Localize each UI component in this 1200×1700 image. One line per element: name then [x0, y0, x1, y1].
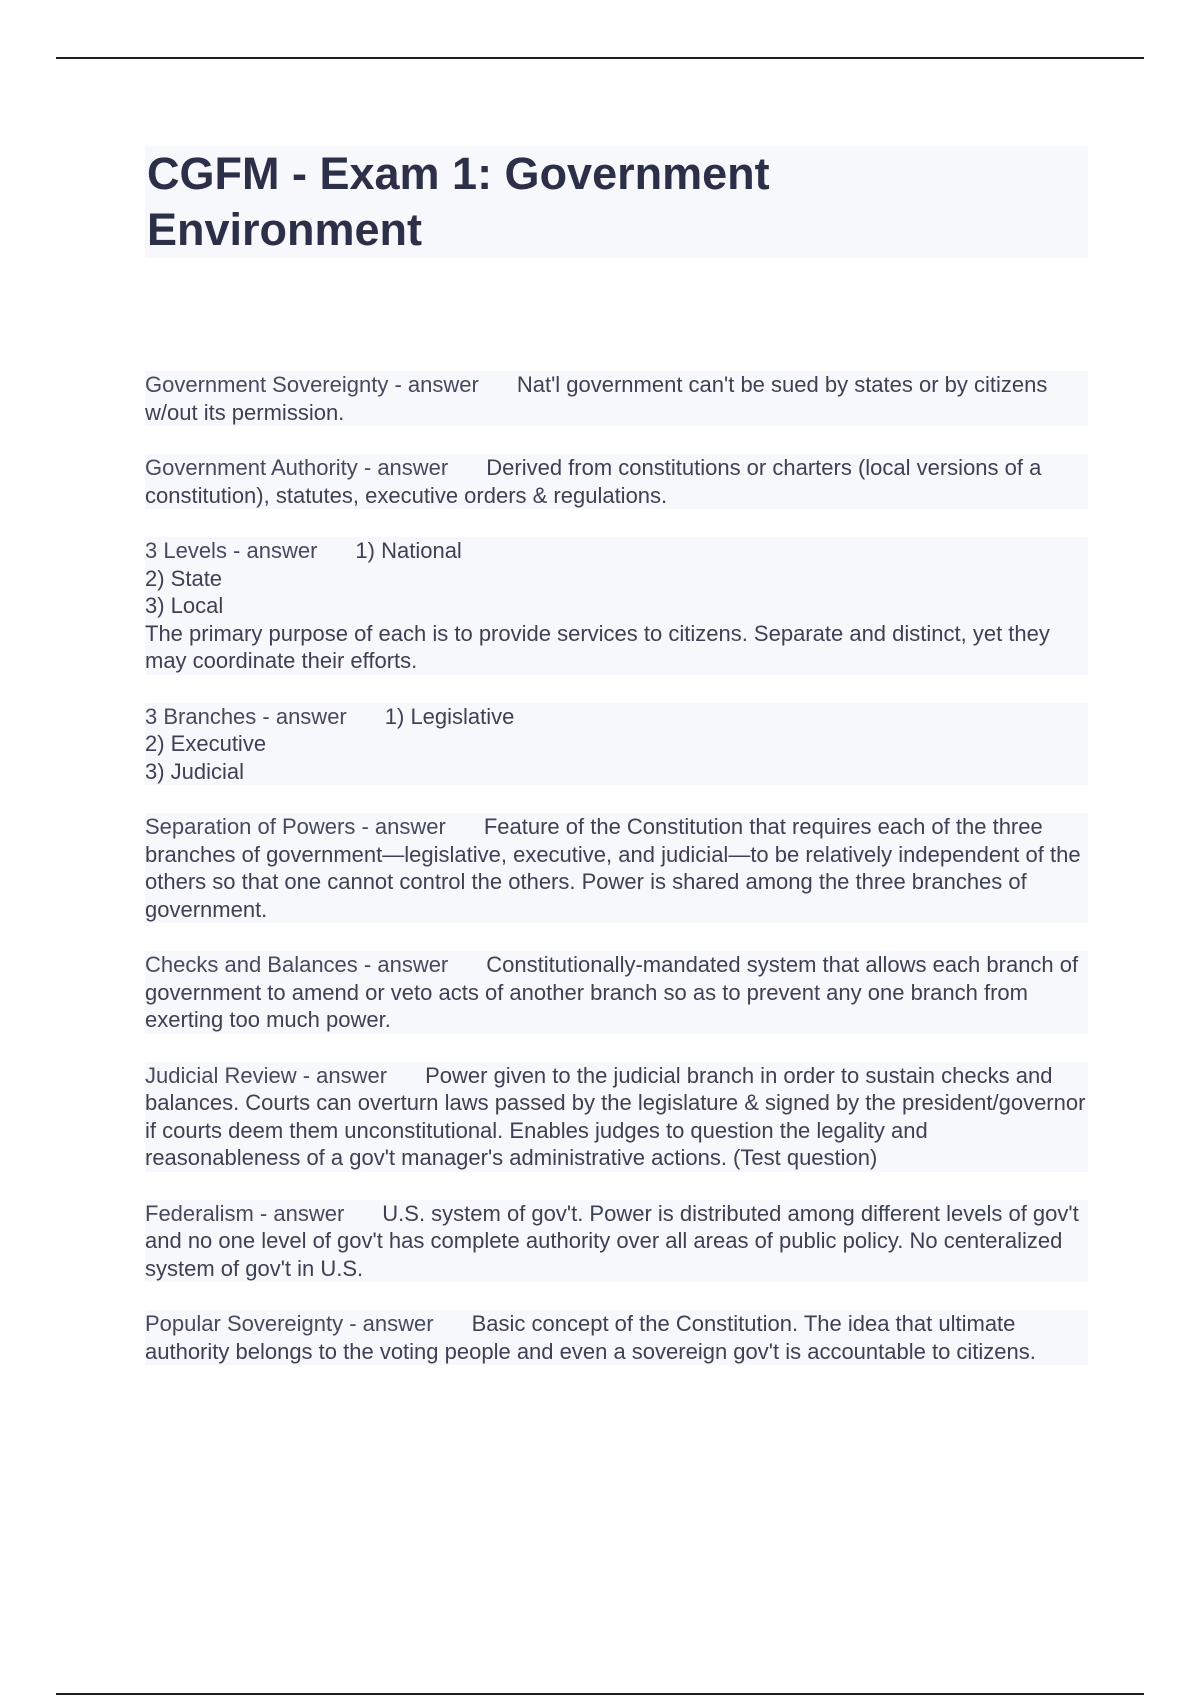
title-block: [145, 146, 1088, 258]
entry-answer-line: 2) State: [145, 565, 223, 591]
entry-3-branches: [145, 703, 1088, 786]
entry-term: 3 Branches - answer: [145, 703, 347, 729]
entry-term: Separation of Powers - answer: [145, 814, 446, 839]
entry-government-sovereignty: [145, 371, 1088, 426]
entry-answer: Power given to the judicial branch in order to sustain checks and balances. Courts can overturn laws passed by the legislature & signed by the president/governor if courts deem them unconstitutional. Enables judges to question the legality and reasonableness of a gov't manager's administrative actions. (Test question): [145, 1062, 1086, 1170]
entry-checks-and-balances: [145, 951, 1088, 1034]
entry-answer-line: 3) Local: [145, 593, 224, 618]
top-rule: [56, 57, 1144, 59]
entry-term: Government Sovereignty - answer: [145, 372, 479, 397]
entry-answer: 1) National: [355, 538, 462, 563]
entry-answer: Basic concept of the Constitution. The idea that ultimate authority belongs to the voting people and even a sovereign gov't is accountable to citizens.: [145, 1311, 1036, 1364]
entry-term: Government Authority - answer: [145, 455, 449, 480]
entry-government-authority: [145, 454, 1088, 509]
entry-term: Judicial Review - answer: [145, 1062, 388, 1088]
entry-answer: U.S. system of gov't. Power is distributed among different levels of gov't and no one level of gov't has complete authority over all areas of public policy. No centeralized system of gov't in U.S.: [145, 1200, 1079, 1281]
entry-answer: Derived from constitutions or charters (local versions of a constitution), statutes, executive orders & regulations.: [145, 455, 1042, 508]
entry-term: 3 Levels - answer: [145, 538, 318, 563]
entry-federalism: [145, 1200, 1088, 1283]
entry-answer-line: The primary purpose of each is to provide services to citizens. Separate and distinct, yet they may coordinate their efforts.: [145, 620, 1050, 673]
entry-popular-sovereignty: [145, 1310, 1088, 1365]
entry-term: Federalism - answer: [145, 1200, 345, 1226]
entry-answer: 1) Legislative: [384, 703, 515, 729]
document-body: [145, 146, 1088, 1393]
entry-answer: Nat'l government can't be sued by states or by citizens w/out its permission.: [145, 372, 1048, 425]
entry-answer-line: 3) Judicial: [145, 758, 245, 784]
entry-term: Popular Sovereignty - answer: [145, 1311, 434, 1336]
bottom-rule: [56, 1693, 1144, 1695]
entry-answer-line: 2) Executive: [145, 731, 267, 756]
entry-3-levels: [145, 537, 1088, 675]
entry-term: Checks and Balances - answer: [145, 952, 449, 977]
entry-answer: Constitutionally-mandated system that allows each branch of government to amend or veto acts of another branch so as to prevent any one branch from exerting too much power.: [145, 952, 1079, 1032]
entry-separation-of-powers: [145, 813, 1088, 923]
entry-answer: Feature of the Constitution that requires each of the three branches of government—legislative, executive, and judicial—to be relatively independent of the others so that one cannot control the others. Power is shared among the three branches of government.: [145, 814, 1081, 922]
entry-judicial-review: [145, 1062, 1088, 1172]
document-title: CGFM - Exam 1: Government Environment: [147, 148, 770, 255]
